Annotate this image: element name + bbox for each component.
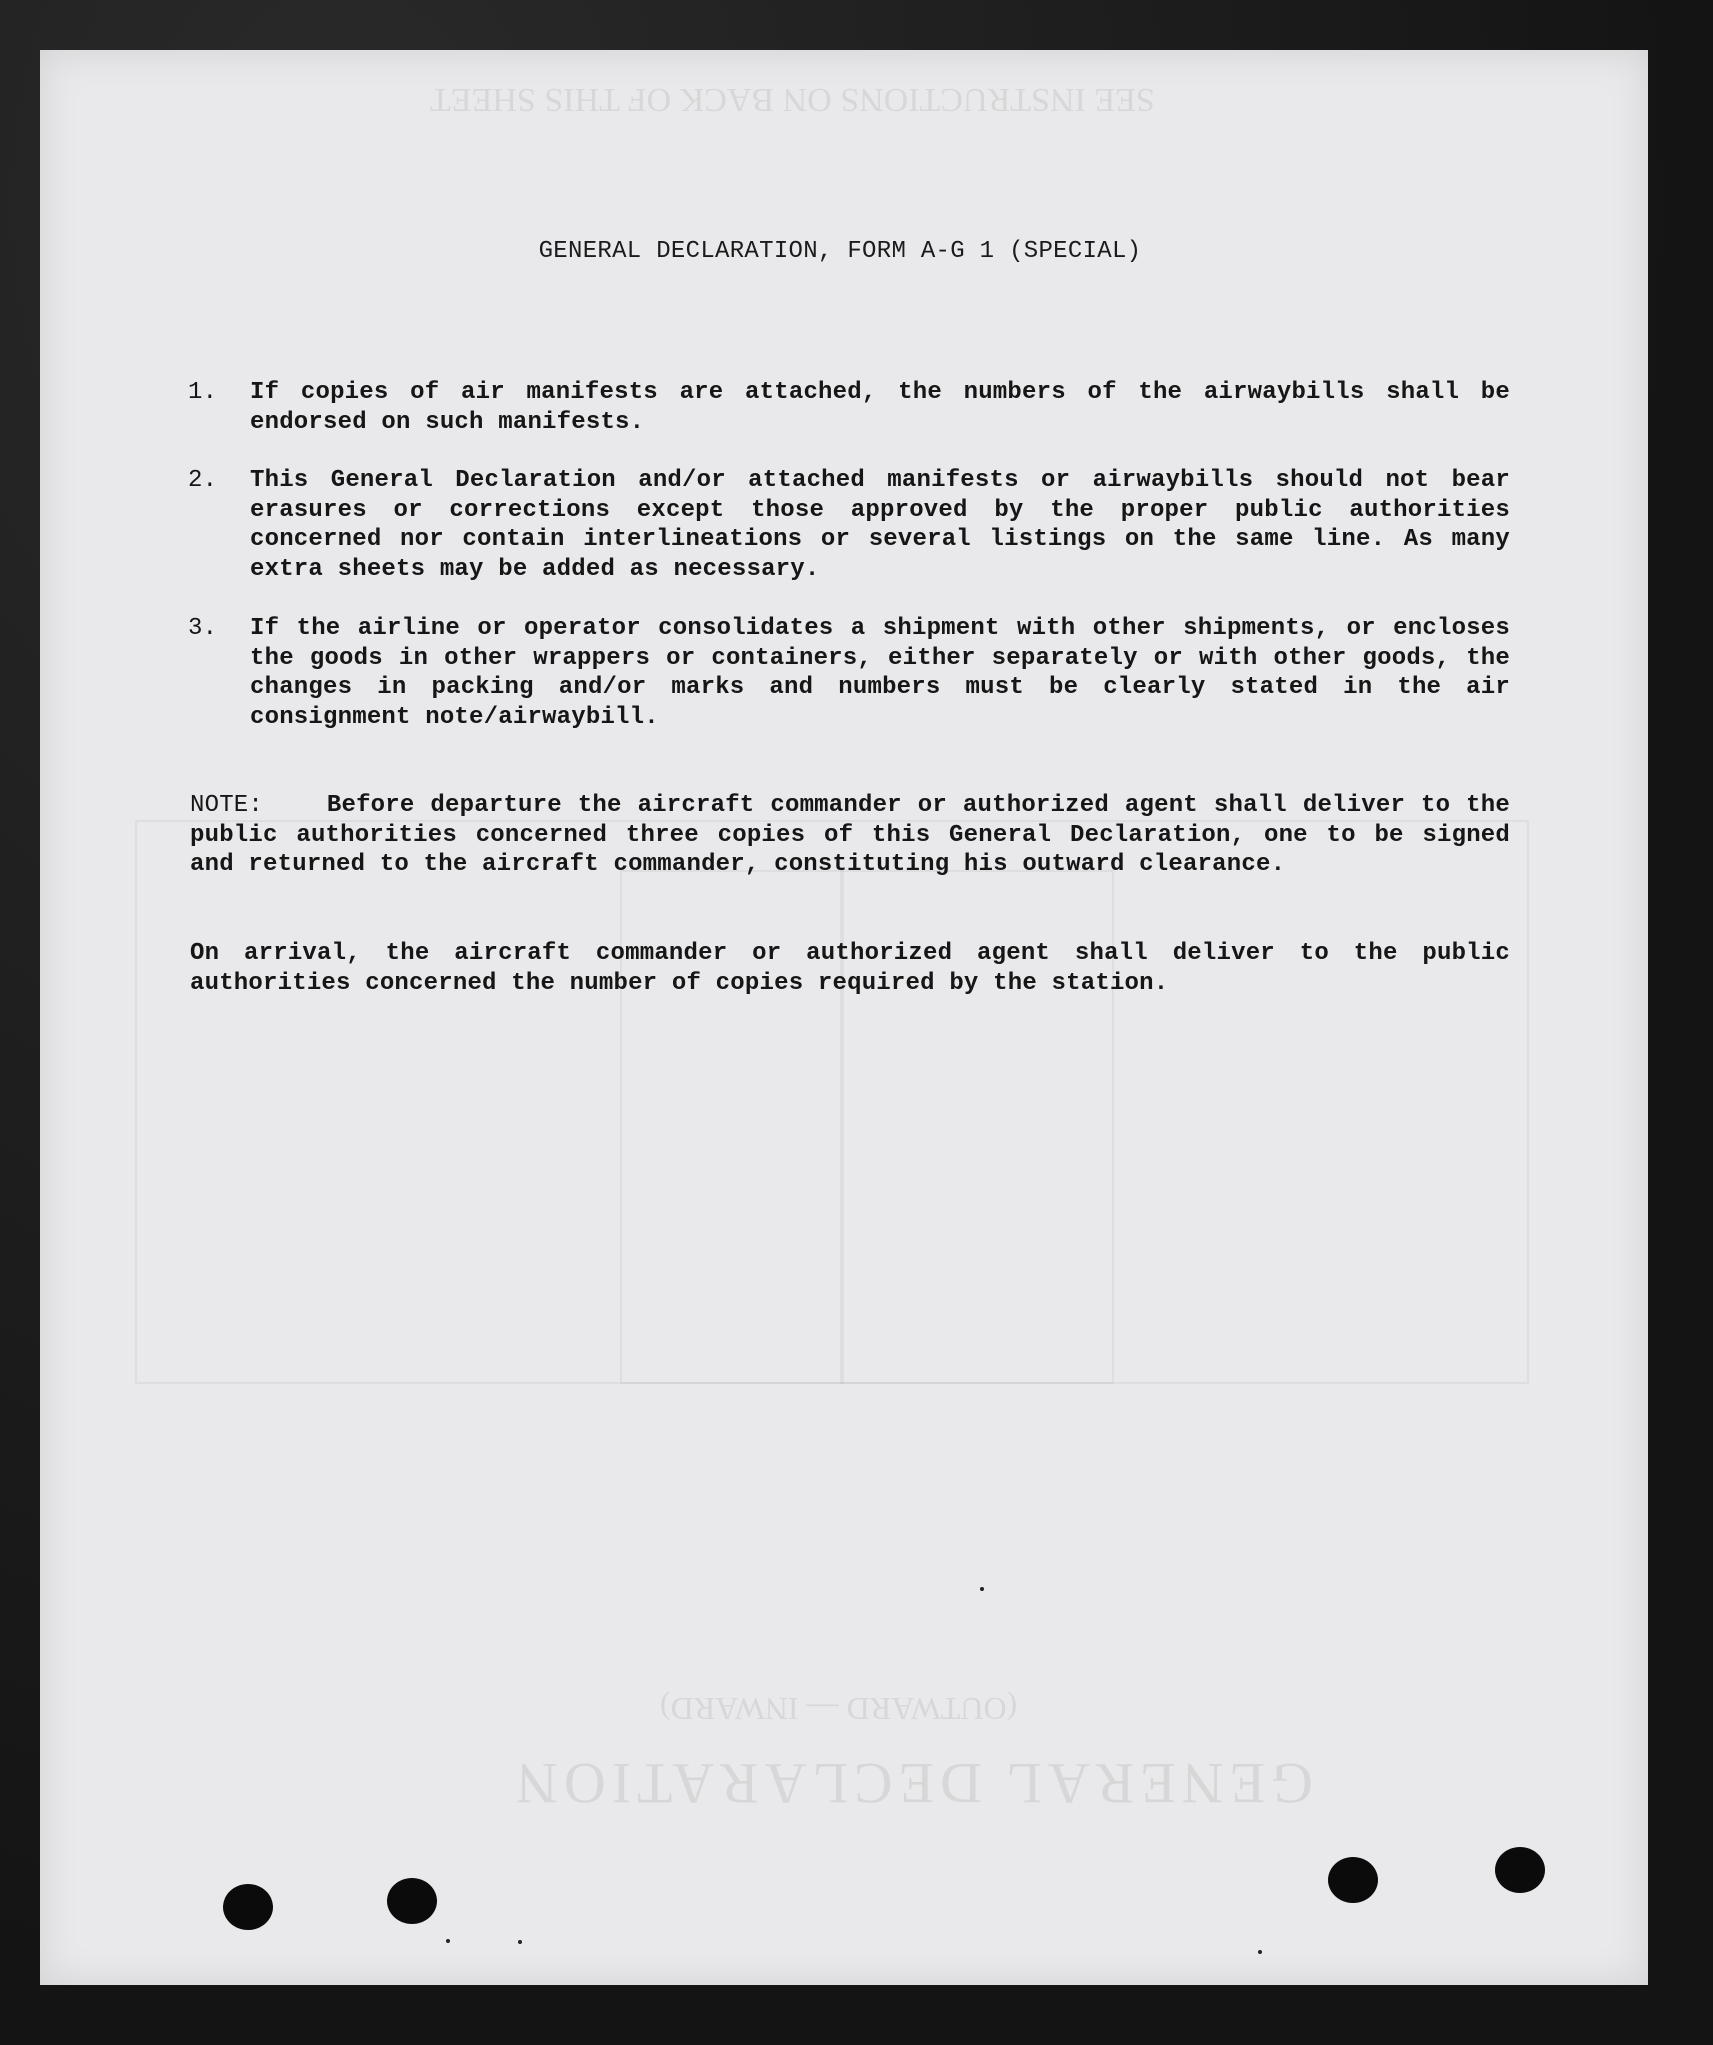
page-title: GENERAL DECLARATION, FORM A-G 1 (SPECIAL)	[538, 238, 1142, 265]
instruction-item-2	[150, 466, 1510, 584]
speck	[1258, 1950, 1262, 1954]
bleed-through-bottom: GENERAL DECLARATION	[510, 1751, 1313, 1816]
instruction-item-3	[150, 614, 1510, 732]
punch-hole	[223, 1884, 273, 1930]
item-text: This General Declaration and/or attached manifests or airwaybills should not bear erasures or corrections except those approved by the proper public authorities concerned nor contain interlineations or several listings on the same line. As many extra sheets may be added as necessary.	[250, 467, 1510, 583]
item-text: If copies of air manifests are attached, the numbers of the airwaybills shall be endorsed on such manifests.	[250, 379, 1510, 436]
speck	[980, 1587, 984, 1591]
arrival-paragraph: On arrival, the aircraft commander or authorized agent shall deliver to the public authorities concerned the number of copies required by the station.	[190, 940, 1510, 997]
note-text: Before departure the aircraft commander or authorized agent shall deliver to the public authorities concerned three copies of this General Declaration, one to be signed and returned to the aircraft commander, constituting his outward clearance.	[190, 792, 1510, 878]
item-text: If the airline or operator consolidates a shipment with other shipments, or encloses the goods in other wrappers or containers, either separately or with other goods, the changes in packing and/or marks and numbers must be clearly stated in the air consignment note/airwaybill.	[250, 615, 1510, 731]
item-number: 2.	[188, 467, 218, 494]
bleed-through-bottom-sub: (OUTWARD — INWARD)	[660, 1691, 1018, 1727]
bleed-through-top: SEE INSTRUCTIONS ON BACK OF THIS SHEET	[430, 81, 1155, 118]
document-page	[40, 50, 1648, 1985]
speck	[518, 1940, 522, 1944]
punch-hole	[1328, 1857, 1378, 1903]
punch-hole	[1495, 1847, 1545, 1893]
note-label: NOTE:	[190, 792, 264, 819]
instruction-item-1	[150, 378, 1510, 437]
item-number: 3.	[188, 615, 218, 642]
item-number: 1.	[188, 379, 218, 406]
note-paragraph	[190, 791, 1510, 880]
punch-hole	[387, 1878, 437, 1924]
speck	[446, 1939, 450, 1943]
